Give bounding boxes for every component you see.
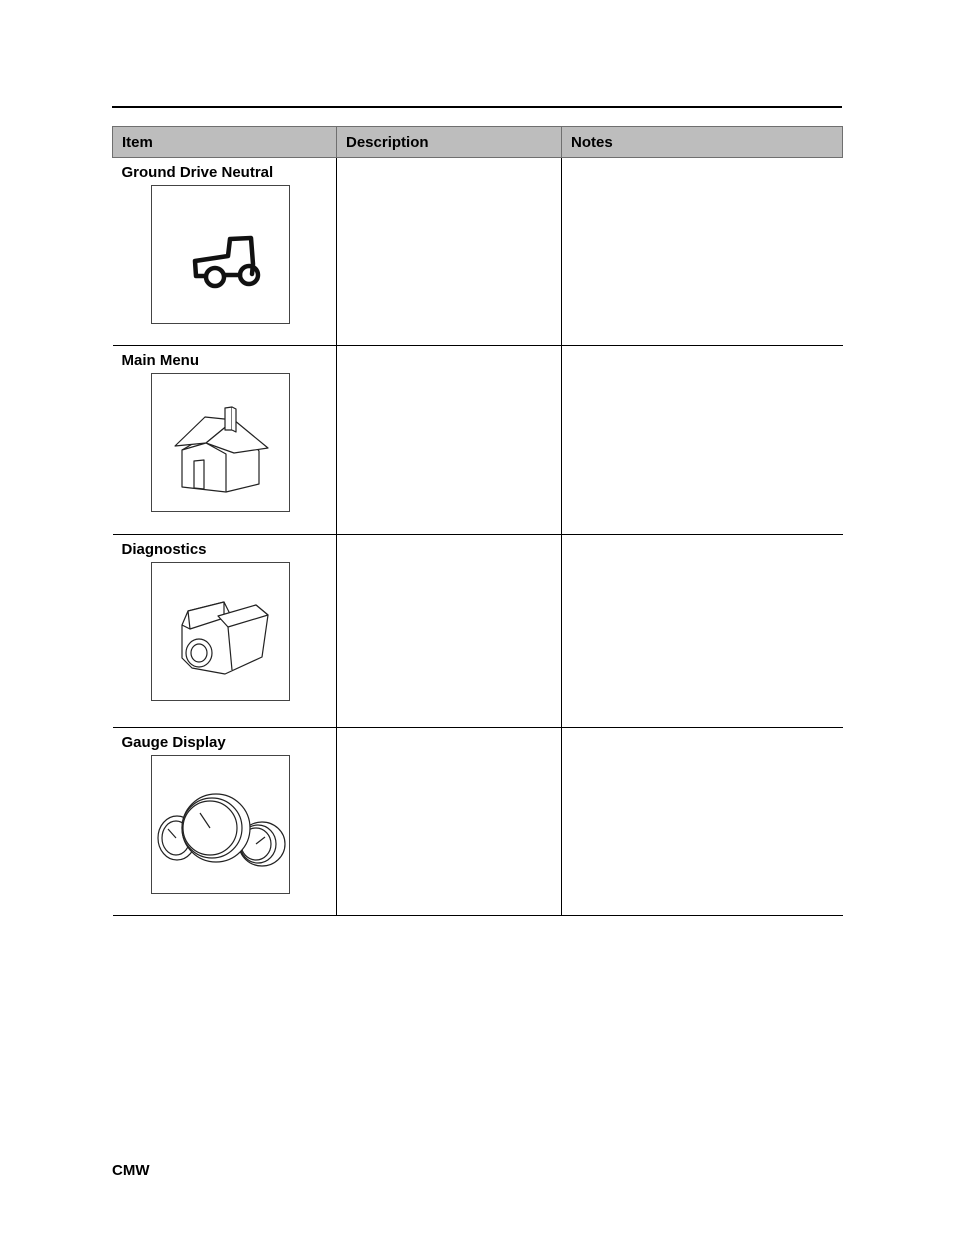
footer-label: CMW: [112, 1162, 150, 1179]
column-header-description: Description: [337, 127, 562, 158]
tractor-icon: [151, 185, 290, 324]
notes-cell: [562, 158, 843, 346]
item-table: [112, 126, 843, 916]
item-cell: [113, 728, 337, 916]
table-row: [113, 158, 843, 346]
notes-cell: [562, 728, 843, 916]
item-title: Gauge Display: [121, 734, 226, 751]
item-cell: [113, 535, 337, 728]
table-header-row: [113, 127, 843, 158]
description-cell: [337, 535, 562, 728]
description-cell: [337, 728, 562, 916]
item-title: Diagnostics: [121, 541, 207, 558]
description-cell: [337, 158, 562, 346]
column-header-notes: Notes: [562, 127, 843, 158]
item-title: Ground Drive Neutral: [121, 164, 274, 181]
table-row: [113, 535, 843, 728]
item-title: Main Menu: [121, 352, 199, 369]
item-cell: [113, 158, 337, 346]
notes-cell: [562, 535, 843, 728]
item-cell: [113, 346, 337, 535]
top-rule: [112, 106, 842, 108]
notes-cell: [562, 346, 843, 535]
table-row: [113, 346, 843, 535]
gauge-cluster-icon: [151, 755, 290, 894]
engine-icon: [151, 562, 290, 701]
house-icon: [151, 373, 290, 512]
description-cell: [337, 346, 562, 535]
column-header-item: Item: [113, 127, 337, 158]
table-row: [113, 728, 843, 916]
